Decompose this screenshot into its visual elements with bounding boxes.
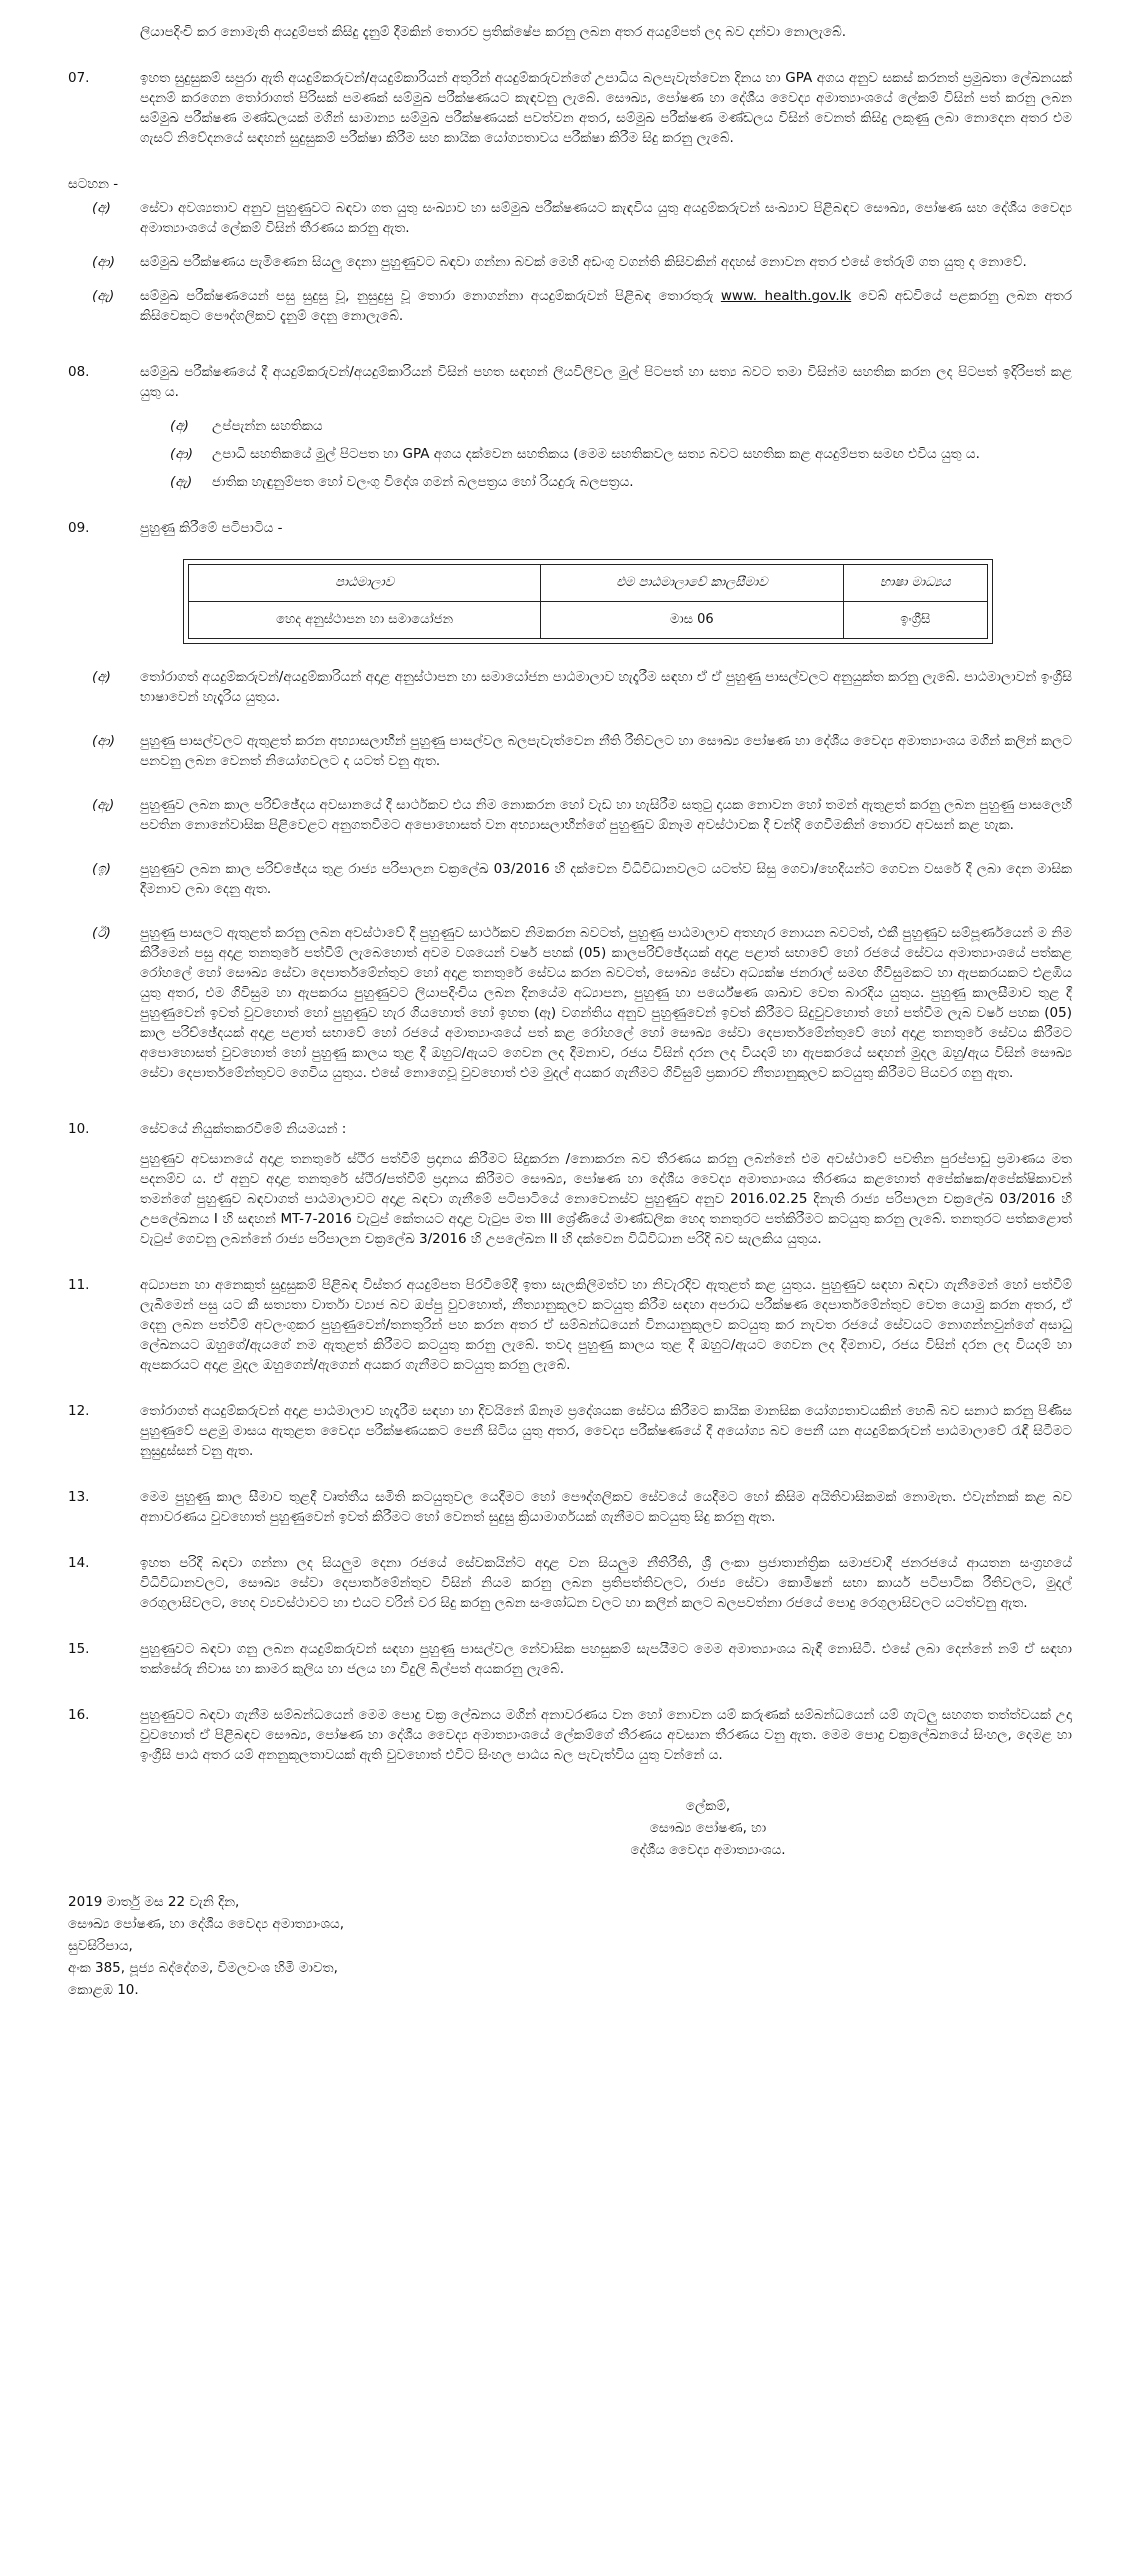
address-line: කොළඹ 10. <box>68 1982 139 1998</box>
note-item-a <box>68 198 1072 238</box>
section-number: 14. <box>68 1555 90 1571</box>
section-12 <box>68 1401 1072 1461</box>
section-number: 12. <box>68 1403 90 1419</box>
section-10 <box>68 1119 1072 1249</box>
section-number: 13. <box>68 1489 90 1505</box>
list-item: (අ) උප්පැන්න සහතිකය <box>170 418 323 434</box>
issue-date: 2019 මාර්තු මස 22 වැනි දින, <box>68 1894 240 1910</box>
address-line: අංක 385, පූජ්‍ය බද්දේගම, විමලවංශ හිමි මාවත, <box>68 1960 338 1976</box>
section-08 <box>68 362 1072 492</box>
section-text: අධ්‍යාපන හා අනෙකුත් සුදුසුකම් පිළිබඳ විස්තර අයදුම්පත පිරවීමේදී ඉතා සැලකිලිමත්ව හා නිවැරදිව ඇතුළත් කළ යුතුය. පුහුණුව සඳහා බඳවා ගැනීමෙන් හෝ පත්වීම් ලැබීමෙන් පසු යට කී සත්‍යතා වාර්තා ව්‍යාජ බව ඔප්පු වුවහොත්, නීත්‍යානුකූලව කටයුතු කිරීම සඳහා අපරාධ පරීක්ෂණ දෙපාර්තමේන්තුව වෙත යොමු කරන අතර, ඒ දෙනු ලබන පත්වීම් අවලංගුකර පුහුණුවෙන්/තනතුරින් පහ කරන අතර ඒ සම්බන්ධයෙන් විනයානුකූලව කටයුතු කර නැවත රජයේ සේවයට නොගන්නවුන්ගේ අසාධු ලේඛනයට ඔහුගේ/ඇයගේ නම ඇතුළත් කිරීමට කටයුතු කරනු ලැබේ. තවද පුහුණු කාලය තුළ දී ඔහුට/ඇයට ගෙවන ලද දීමනාව, රජය විසින් දරන ලද වියදම් හා ඇපකරයට අදාළ මුදල ඔහුගෙන්/ඇගෙන් අයකර ගැනීමට කටයුතු කරනු ලැබේ. <box>140 1277 1072 1373</box>
address-line: සුවසිරිපාය, <box>68 1938 133 1954</box>
note-block <box>68 174 1072 326</box>
item-label: (ඇ) <box>92 288 115 304</box>
s09-item-i: (ඉ) පුහුණුව ලබන කාල පරිච්ඡේදය තුළ රාජ්‍ය පරිපාලන චක්‍රලේඛ 03/2016 හි දක්වෙන විධිවිධානවලට යටත්ව සිසු ගෙවා/හෙදියන්ට ගෙවන වසරේ දී ලබා දෙන මාසික දීමනාව ලබා දෙනු ඇත. <box>92 861 1072 897</box>
section-09-items <box>68 667 1072 1083</box>
signature-block <box>608 1795 808 1861</box>
table-header: එම පාඨමාලාවේ කාලසීමාව <box>541 565 843 602</box>
section-text: ඉහත සුදුසුකම් සපුරා ඇති අයදුම්කරුවන්/අයදුම්කාරියන් අතුරින් අයදුම්කරුවන්ගේ උපාධිය බලපැවැත්වෙන දිනය හා GPA අගය අනුව සකස් කරනත් ප්‍රමුඛතා ලේඛනයක් පදනම් කරගෙන තෝරාගත් පිරිසක් පමණක් සම්මුඛ පරීක්ෂණයට කැඳවනු ලැබේ. සෞඛ්‍ය, පෝෂණ හා දේශීය වෛද්‍ය අමාත්‍යාංශයේ ලේකම් විසින් පත් කරනු ලබන සම්මුඛ පරීක්ෂණ මණ්ඩලයක් මගින් සාමාන්‍ය සම්මුඛ පරීක්ෂණයක් පවත්වන අතර, සම්මුඛ පරීක්ෂණ මණ්ඩලය විසින් වෙනත් කිසිදු ලකුණු ලබා නොදෙන අතර එම ගැසට් නිවේදනයේ සඳහන් සුදුසුකම් පරීක්ෂා කිරීම සහ කායික යෝග්‍යතාවය පරීක්ෂා කිරීම සිදු කරනු ලැබේ. <box>140 70 1072 146</box>
s09-item-ae: (ඇ) පුහුණුව ලබන කාල පරිච්ඡේදය අවසානයේ දී සාර්ථකව එය නිම නොකරන හෝ වැඩ හා හැසිරීම සතුටු දායක නොවන හෝ තමන් ඇතුළත් කරනු ලබන පුහුණු පාසලෙහි පවතින නොනේවාසික පිළිවෙළට අනුගතවීමට අපොහොසත් වන අභ්‍යාසලාභීන්ගේ පුහුණුව ඕනෑම අවස්ථාවක දී චන්දි ගෙවීමකින් තොරව අවසන් කළ හැක. <box>92 797 1072 833</box>
section-text: තෝරාගත් අයදුම්කරුවන් අදාළ පාඨමාලාව හැදෑරීම සඳහා හා දිවයිනේ ඕනෑම ප්‍රදේශයක සේවය කිරීමට කායික මානසික යෝග්‍යතාවයකින් හෙබි බව සනාථ කරනු පිණිස පුහුණුවේ පළමු මාසය ඇතුළත වෛද්‍ය පරීක්ෂණයකට පෙනී සිටිය යුතු අතර, වෛද්‍ය පරීක්ෂණයේ දී අයෝග්‍ය බව පෙනී යන අයදුම්කරුවන් පාඨමාලාවේ රැඳී සිටීමට නුසුදුස්සන් වනු ඇත. <box>140 1403 1072 1459</box>
address-line: සෞඛ්‍ය පෝෂණ, හා දේශීය වෛද්‍ය අමාත්‍යාංශය, <box>68 1916 344 1932</box>
section-number: 07. <box>68 70 90 86</box>
section-09 <box>68 518 1072 538</box>
list-item: (ආ) උපාධි සහතිකයේ මුල් පිටපත හා GPA අගය දක්වෙන සහතිකය (මෙම සහතිකවල සත්‍ය බවට සහතික කළ අයදුම්පත සමඟ එවිය යුතු ය. <box>170 446 980 462</box>
s09-item-aa: (ආ) පුහුණු පාසල්වලට ඇතුළත් කරන අභ්‍යාසලාභීන් පුහුණු පාසල්වල බලපැවැත්වෙන නීති රීතිවලට හා සෞඛ්‍ය පෝෂණ හා දේශීය වෛද්‍ය අමාත්‍යාංශය මගින් කලින් කලට පනවනු ලබන වෙනත් නියෝගවලට ද යටත් වනු ඇත. <box>92 733 1072 769</box>
item-label: (අ) <box>92 200 111 216</box>
signature-ministry-line1: සෞඛ්‍ය පෝෂණ, හා <box>649 1820 767 1836</box>
section-11 <box>68 1275 1072 1375</box>
documents-list <box>170 416 1072 492</box>
note-title: සටහන - <box>68 176 119 192</box>
section-title: පුහුණු කිරීමේ පටිපාටිය - <box>140 520 283 536</box>
table-row <box>189 602 988 639</box>
table-cell: ඉංග්‍රීසි <box>843 602 987 639</box>
signature-title: ලේකම්, <box>685 1798 731 1814</box>
section-text: පුහුණුවට බඳවා ගනු ලබන අයදුම්කරුවන් සඳහා පුහුණු පාසල්වල නේවාසික පහසුකම් සැපයීමට මෙම අමාත්‍යාංශය බැඳී නොසිටී. එසේ ලබා දෙන්නේ නම් ඒ සඳහා තක්සේරු නිවාස හා කාමර කුලිය හා ජලය හා විදුලි බිල්පත් අයකරනු ලැබේ. <box>140 1641 1072 1677</box>
section-number: 15. <box>68 1641 90 1657</box>
signature-ministry-line2: දේශීය වෛද්‍ය අමාත්‍යාංශය. <box>630 1842 786 1858</box>
item-text: සම්මුඛ පරීක්ෂණය පැමිණෙන සියලු දෙනා පුහුණුවට බඳවා ගන්නා බවක් මෙහි අඩංගු වගන්ති කිසිවකින් අදහස් නොවන අතර එසේ තේරුම් ගත යුතු ද නොවේ. <box>140 254 1027 270</box>
note-item-aa <box>68 252 1072 272</box>
section-number: 10. <box>68 1121 90 1137</box>
s09-item-ii: (ඊ) පුහුණු පාසලට ඇතුළත් කරනු ලබන අවස්ථාවේ දී පුහුණුව සාර්ථකව නිමකරන බවටත්, පුහුණු පාඨමාලාව අතහැර නොයන බවටත්, එකී පුහුණුව සම්පූර්ණයෙන් ම නිම කිරීමෙන් පසු අදාළ තනතුරේ පත්වීම් ලැබෙහොත් අවම වශයෙන් වර්ෂ පහක් (05) කාලපරිච්ඡේදයක් අදාළ පළාත් සභාවේ හෝ රජයේ සේවය අමාත්‍යාංශයේ පත්කළ රෝහලේ හෝ සෞඛ්‍ය සේවා දෙපාර්තමේන්තුව හෝ අදාළ තනතුරේ සේවය කරන බවටත්, සෞඛ්‍ය සේවා අධ්‍යක්ෂ ජනරාල් සමඟ ගිවිසුමකට හා ඇපකරයකට එළඹිය යුතු අතර, එම ගිවිසුම හා ඇපකරය පුහුණුවට ලියාපදිංචිය ලබන දිනයේම අධ්‍යාපන, පුහුණු හා පර්යේෂණ ශාඛාව වෙත බාරදිය යුතුය. පුහුණු කාලසීමාව තුළ දී පුහුණුවෙන් ඉවත් වුවහොත් හෝ පුහුණුව හැර ගියහොත් හෝ ඉහත (ඈ) වගන්තිය අනුව පුහුණුවෙන් ඉවත් කිරීමට සිදුවුවහොත් හෝ පත්වීම ලැබ වර්ෂ පහක (05) කාල පරිච්ඡේදයක් අදාළ පළාත් සභාවේ හෝ රජයේ අමාත්‍යාංශයේ පත් කළ රෝහලේ හෝ සෞඛ්‍ය සේවා දෙපාර්තමේන්තුවේ හෝ අදාළ තනතුරේ සේවය කිරීමට අපොහොසත් වුවහොත් හෝ පුහුණු කාලය තුළ දී ඔහුට/ඇයට ගෙවන ලද දීමනාව, රජය විසින් දරන ලද වියදම් හා ඇපකරයේ සඳහන් මුදල ඔහු/ඇය විසින් සෞඛ්‍ය සේවා දෙපාර්තමේන්තුවට ගෙවිය යුතුය. එසේ නොගෙවූ වුවහොත් එම මුදල් අයකර ගැනීමට ගිවිසුම් ප්‍රකාරව නීත්‍යානුකූලව කටයුතු කිරීමට පියවර ගනු ඇත. <box>92 925 1072 1081</box>
item-text <box>140 286 1072 326</box>
section-07 <box>68 68 1072 148</box>
table-cell: හෙද අනුස්ථාපන හා සමායෝජන <box>189 602 541 639</box>
section-text: ඉහත පරිදි බඳවා ගන්නා ලද සියලුම දෙනා රජයේ සේවකයින්ට අදාළ වන සියලුම නීතිරීති, ශ්‍රී ලංකා ප්‍රජාතාන්ත්‍රික සමාජවාදී ජනරජයේ ආයතන සංග්‍රහයේ විධිවිධානවලට, සෞඛ්‍ය සේවා දෙපාර්තමේන්තුව විසින් නියම කරනු ලබන ප්‍රතිපත්තිවලට, රාජ්‍ය සේවා කොමිෂන් සභා කාර්ය පටිපාටික රීතිවලට, මුදල් රෙගුලාසිවලට, හෙද ව්‍යවස්ථාවට හා එයට වරින් වර සිදු කරනු ලබන සංශෝධන වලට හා කලින් කලට බලපවත්නා රජයේ පොදු රෙගුලාසිවලට යටත්වනු ඇත. <box>140 1555 1072 1611</box>
section-14 <box>68 1553 1072 1613</box>
course-table <box>188 564 988 639</box>
item-label: (ආ) <box>92 254 115 270</box>
section-number: 08. <box>68 364 90 380</box>
note-item-ae <box>68 286 1072 326</box>
intro-paragraph: ලියාපදිංචි කර නොමැති අයදුම්පත් කිසිදු දැනුම් දීමකින් තොරව ප්‍රතික්ෂේප කරනු ලබන අතර අයදුම්පත් ලද බව දන්වා නොලැබේ. <box>140 24 847 40</box>
section-text: සම්මුඛ පරීක්ෂණයේ දී අයදුම්කරුවන්/අයදුම්කාරියන් විසින් පහත සඳහන් ලියවිලිවල මුල් පිටපත් හා සත්‍ය බවට තමා විසින්ම සහතික කරන ලද පිටපත් ඉදිරිපත් කළ යුතු ය. <box>140 364 1072 400</box>
health-website-link[interactable]: www. health.gov.lk <box>720 288 852 304</box>
item-text-before: සම්මුඛ පරීක්ෂණයෙන් පසු සුදුසු වූ, නුසුදුසු වූ තොරා නොගන්නා අයදුම්කරුවන් පිළිබඳ තොරතුරු <box>140 288 721 304</box>
section-text: පුහුණුව අවසානයේ අදාළ තනතුරේ ස්ථිර පත්වීම් ප්‍රදානය කිරීමට සිදුකරන /නොකරන බව තීරණය කරනු ලබන්නේ එම අවස්ථාවේ පවතින පුරප්පාඩු ප්‍රමාණය මත පදනම්ව ය. ඒ අනුව අදාළ තනතුරේ ස්ථිර/පත්වීම් ප්‍රදානය කිරීමට සෞඛ්‍ය, පෝෂණ හා දේශීය වෛද්‍ය අමාත්‍යාංශය තීරණය කළහොත් අපේක්ෂක/අපේක්ෂිකාවන් තමන්ගේ පුහුණුව බඳවාගත් පාඨමාලාවට අදාළ බඳවා ගැනීමේ පටිපාටියේ නොවෙනස්ව පුහුණුව අනුව 2016.02.25 දිනැති රාජ්‍ය පරිපාලන චක්‍රලේඛ 03/2016 හි උපලේඛනය I හි සඳහන් MT-7-2016 වැටුප් කේතයට අදාළ වැටුප මත III ශ්‍රේණියේ මාණ්ඩලික හෙද තනතුරට පත්කිරීමට කටයුතු කරනු ලැබේ. තනතුරට පත්කළොත් වැටුප් ගෙවනු ලබන්නේ රාජ්‍ය පරිපාලන චක්‍රලේඛ 3/2016 හි උපලේඛන II හි දක්වෙන විධිවිධාන පරිදි බව සැලකිය යුතුය. <box>140 1151 1072 1247</box>
table-cell: මාස 06 <box>541 602 843 639</box>
section-13 <box>68 1487 1072 1527</box>
section-title: සේවයේ නියුක්තකරවීමේ නියමයන් : <box>140 1121 347 1137</box>
table-header: භාෂා මාධ්‍යය <box>843 565 987 602</box>
section-text: පුහුණුවට බඳවා ගැනීම සම්බන්ධයෙන් මෙම පොදු චක්‍ර ලේඛනය මගින් අනාවරණය වන හෝ නොවන යම් කරුණක් සම්බන්ධයෙන් යම් ගැටලු සහගත තත්ත්වයක් උදා වුවහොත් ඒ පිළිබඳව සෞඛ්‍ය, පෝෂණ හා දේශීය වෛද්‍ය අමාත්‍යාංශයේ ලේකම්ගේ තීරණය අවසාන තීරණය වනු ඇත. මෙම පොදු චක්‍රලේඛනයේ සිංහල, දෙමළ හා ඉංග්‍රීසි පාඨ අතර යම් අනනුකූලතාවයක් ඇති වුවහොත් එවිට සිංහල පාඨය බල පැවැත්විය යුතු වන්නේ ය. <box>140 1707 1072 1763</box>
list-item: (ඇ) ජාතික හැඳුනුම්පත හෝ වලංගු විදේශ ගමන් බලපත්‍රය හෝ රියදුරු බලපත්‍රය. <box>170 474 634 490</box>
table-header: පාඨමාලාව <box>189 565 541 602</box>
table-header-row <box>189 565 988 602</box>
section-number: 16. <box>68 1707 90 1723</box>
section-16 <box>68 1705 1072 1765</box>
address-block <box>68 1891 1072 2001</box>
section-number: 11. <box>68 1277 90 1293</box>
s09-item-a: (අ) තෝරාගත් අයදුම්කරුවන්/අයදුම්කාරියන් අදාළ අනුස්ථාපන හා සමායෝජන පාඨමාලාව හැදෑරීම සඳහා ඒ ඒ පුහුණු පාසල්වලට අනුයුක්ත කරනු ලැබේ. පාඨමාලාවන් ඉංග්‍රීසි භාෂාවෙන් හැදෑරිය යුතුය. <box>92 669 1072 705</box>
section-15 <box>68 1639 1072 1679</box>
item-text: සේවා අවශ්‍යතාව අනුව පුහුණුවට බඳවා ගත යුතු සංඛ්‍යාව හා සම්මුඛ පරීක්ෂණයට කැඳවිය යුතු අයදුම්කරුවන් සංඛ්‍යාව පිළිබඳව සෞඛ්‍ය, පෝෂණ සහ දේශීය වෛද්‍ය අමාත්‍යාංශයේ ලේකම් විසින් තීරණය කරනු ඇත. <box>140 200 1072 236</box>
section-number: 09. <box>68 520 90 536</box>
item-text-after: වෙබ් අඩවියේ පළකරනු ලබන අතර කිසිවෙකුට පෞද්ගලිකව දැනුම් දෙනු නොලැබේ. <box>140 288 1072 324</box>
section-text: මෙම පුහුණු කාල සීමාව තුළදී වෘත්තීය සමිති කටයුතුවල යෙදීමට හෝ පෞද්ගලිකව සේවයේ යෙදීමට හෝ කිසිම අයිතිවාසිකමක් නොමැත. එවැන්නක් කළ බව අනාවරණය වුවහොත් පුහුණුවෙන් ඉවත් කිරීමට හෝ වෙනත් සුදුසු ක්‍රියාමාර්ගයක් ගැනීමට කටයුතු සිදු කරනු ඇත. <box>140 1489 1072 1525</box>
